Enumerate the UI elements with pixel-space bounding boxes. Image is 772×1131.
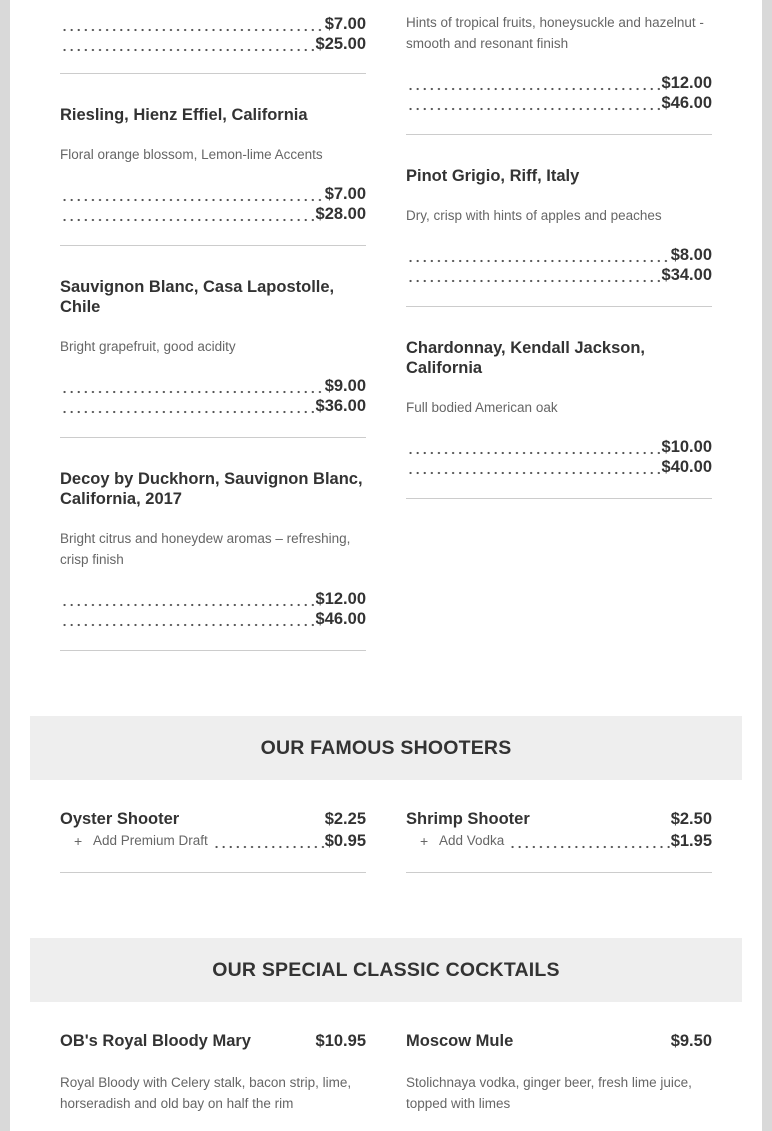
- glass-price-line: [60, 14, 366, 34]
- divider: [60, 73, 366, 74]
- dot-leader: [60, 34, 315, 54]
- bottle-price: $46.00: [315, 610, 366, 628]
- wine-name: Decoy by Duckhorn, Sauvignon Blanc, California, 2017: [60, 470, 363, 508]
- wine-description: Dry, crisp with hints of apples and peaches: [406, 208, 662, 223]
- glass-price: $9.00: [324, 377, 366, 395]
- cocktail-name: Moscow Mule: [406, 1032, 514, 1050]
- plus-icon: +: [420, 833, 429, 849]
- divider: [60, 872, 366, 873]
- glass-price-line: [60, 376, 366, 396]
- dot-leader: [60, 609, 315, 629]
- menu-page: [10, 0, 762, 1131]
- divider: [60, 245, 366, 246]
- cocktail-item: [60, 1032, 366, 1051]
- bottle-price: $28.00: [315, 205, 366, 223]
- wine-name: Sauvignon Blanc, Casa Lapostolle, Chile: [60, 278, 335, 316]
- wine-description: Hints of tropical fruits, honeysuckle and hazelnut - smooth and resonant finish: [406, 15, 704, 51]
- wine-item: [60, 14, 366, 54]
- bottle-price-line: [406, 457, 712, 477]
- bottle-price: $46.00: [661, 94, 712, 112]
- shooter-item: [60, 810, 366, 829]
- dot-leader: [212, 831, 325, 851]
- divider: [406, 872, 712, 873]
- glass-price: $10.00: [661, 438, 712, 456]
- wine-name: Chardonnay, Kendall Jackson, California: [406, 339, 646, 377]
- divider: [406, 498, 712, 499]
- glass-price: $8.00: [670, 246, 712, 264]
- section-header-shooters: [30, 716, 742, 780]
- addon-label: Add Premium Draft: [93, 833, 208, 848]
- bottle-price: $36.00: [315, 397, 366, 415]
- wine-name: Riesling, Hienz Effiel, California: [60, 106, 308, 124]
- glass-price: $12.00: [315, 590, 366, 608]
- wine-description: Bright grapefruit, good acidity: [60, 339, 236, 354]
- dot-leader: [406, 437, 661, 457]
- section-title: OUR SPECIAL CLASSIC COCKTAILS: [212, 958, 560, 981]
- section-header-cocktails: [30, 938, 742, 1002]
- wine-item: [60, 277, 366, 416]
- bottle-price-line: [60, 204, 366, 224]
- cocktail-item: [406, 1032, 712, 1051]
- dot-leader: [60, 14, 324, 34]
- wine-item: [406, 338, 712, 477]
- dot-leader: [60, 376, 324, 396]
- shooter-addon: [406, 831, 712, 851]
- wine-item: [60, 105, 366, 224]
- glass-price: $12.00: [661, 74, 712, 92]
- shooter-price: $2.50: [670, 810, 712, 828]
- dot-leader: [508, 831, 670, 851]
- cocktail-price: $9.50: [670, 1032, 712, 1050]
- dot-leader: [406, 457, 661, 477]
- bottle-price: $40.00: [661, 458, 712, 476]
- shooter-item: [406, 810, 712, 829]
- dot-leader: [406, 265, 661, 285]
- bottle-price-line: [60, 396, 366, 416]
- wine-name: Pinot Grigio, Riff, Italy: [406, 167, 580, 185]
- addon-price: $1.95: [670, 832, 712, 850]
- bottle-price: $25.00: [315, 35, 366, 53]
- dot-leader: [406, 93, 661, 113]
- dot-leader: [60, 396, 315, 416]
- glass-price: $7.00: [324, 185, 366, 203]
- glass-price-line: [406, 437, 712, 457]
- dot-leader: [406, 73, 661, 93]
- wine-description: Floral orange blossom, Lemon-lime Accents: [60, 147, 323, 162]
- shooter-name: Oyster Shooter: [60, 810, 180, 828]
- divider: [60, 650, 366, 651]
- glass-price-line: [60, 184, 366, 204]
- divider: [406, 134, 712, 135]
- glass-price-line: [60, 589, 366, 609]
- divider: [60, 437, 366, 438]
- wine-item: [60, 469, 366, 629]
- dot-leader: [60, 184, 324, 204]
- cocktail-description: Stolichnaya vodka, ginger beer, fresh lime juice, topped with limes: [406, 1075, 692, 1111]
- addon-label: Add Vodka: [439, 833, 505, 848]
- glass-price: $7.00: [324, 15, 366, 33]
- wine-description: Full bodied American oak: [406, 400, 558, 415]
- cocktail-price: $10.95: [315, 1032, 366, 1050]
- shooter-price: $2.25: [324, 810, 366, 828]
- wine-item: [406, 166, 712, 285]
- bottle-price-line: [60, 34, 366, 54]
- section-title: OUR FAMOUS SHOOTERS: [260, 736, 512, 759]
- bottle-price: $34.00: [661, 266, 712, 284]
- bottle-price-line: [406, 265, 712, 285]
- plus-icon: +: [74, 833, 83, 849]
- cocktail-name: OB's Royal Bloody Mary: [60, 1032, 251, 1050]
- dot-leader: [406, 245, 670, 265]
- shooter-name: Shrimp Shooter: [406, 810, 530, 828]
- bottle-price-line: [60, 609, 366, 629]
- wine-description: Bright citrus and honeydew aromas – refreshing, crisp finish: [60, 531, 351, 567]
- shooter-addon: [60, 831, 366, 851]
- divider: [406, 306, 712, 307]
- cocktail-description: Royal Bloody with Celery stalk, bacon strip, lime, horseradish and old bay on half the rim: [60, 1075, 352, 1111]
- bottle-price-line: [406, 93, 712, 113]
- dot-leader: [60, 204, 315, 224]
- wine-item: [406, 12, 712, 113]
- dot-leader: [60, 589, 315, 609]
- glass-price-line: [406, 245, 712, 265]
- addon-price: $0.95: [324, 832, 366, 850]
- glass-price-line: [406, 73, 712, 93]
